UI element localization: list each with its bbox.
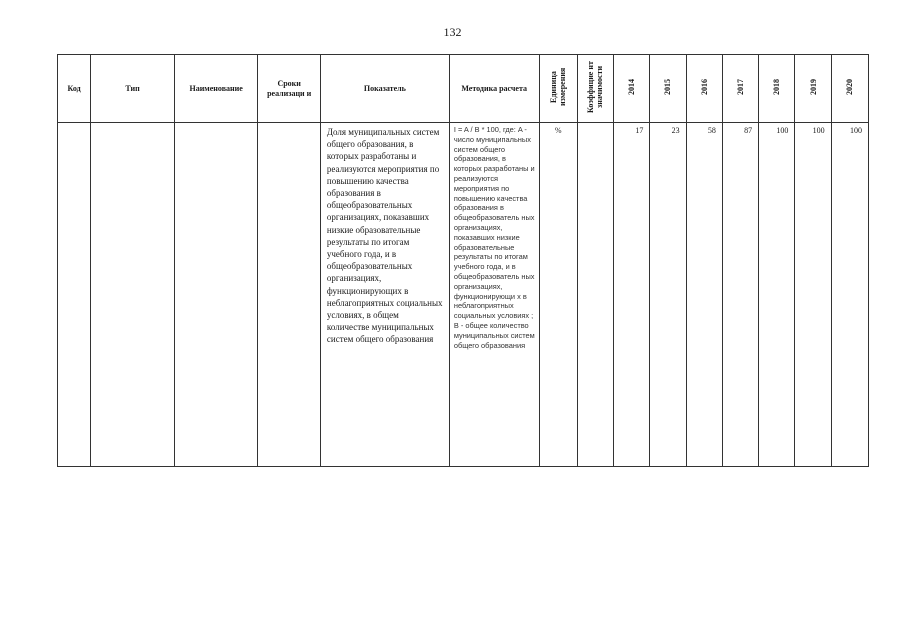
header-year-cell [650,55,686,123]
cell-unit: % [539,123,577,467]
header-year: 2014 [627,79,637,95]
cell-coef [577,123,613,467]
header-year-cell [722,55,758,123]
cell-value: 58 [686,123,722,467]
header-unit-cell [539,55,577,123]
cell-value: 87 [722,123,758,467]
header-year: 2017 [735,79,745,95]
cell-type [91,123,175,467]
header-indicator: Показатель [320,55,449,123]
header-year-cell [795,55,831,123]
header-period: Сроки реализаци и [258,55,320,123]
header-year: 2016 [699,79,709,95]
cell-value: 17 [614,123,650,467]
table-row [58,123,869,467]
header-unit: Единица измерения [549,67,568,107]
header-year: 2019 [808,79,818,95]
header-year-cell [759,55,795,123]
cell-value: 100 [759,123,795,467]
header-row [58,55,869,123]
header-year-cell [831,55,868,123]
cell-value: 23 [650,123,686,467]
header-coef-cell [577,55,613,123]
header-method: Методика расчета [449,55,539,123]
header-year-cell [614,55,650,123]
header-coef: Коэффицие нт значимости [586,61,605,113]
page-number: 132 [443,25,462,39]
cell-method: I = A / B * 100, где: A - число муниципальных систем общего образования, в которых разработаны и реализуются мероприятия по повышению качества образования в общеобразователь ных организациях, показавших низкие образовательные результаты по итогам учебного года, и в общеобразователь ных организациях, функционирующи х в неблагоприятных социальных условиях ; B - общее количество муниципальных систем общего образования [449,123,539,467]
header-code: Код [58,55,91,123]
cell-code [58,123,91,467]
header-year: 2020 [845,79,855,95]
cell-value: 100 [795,123,831,467]
cell-value: 100 [831,123,868,467]
header-year-cell [686,55,722,123]
indicators-table [57,54,869,467]
cell-name [174,123,258,467]
cell-period [258,123,320,467]
cell-indicator: Доля муниципальных систем общего образования, в которых разработаны и реализуются мероприятия по повышению качества образования в общеобразовательных организациях, показавших низкие образовательные результаты по итогам учебного года, и в общеобразовательных организациях, функционирующих в неблагоприятных социальных условиях, в общем количестве муниципальных систем общего образования [320,123,449,467]
header-year: 2015 [663,79,673,95]
header-type: Тип [91,55,175,123]
header-year: 2018 [772,79,782,95]
header-name: Наименование [174,55,258,123]
